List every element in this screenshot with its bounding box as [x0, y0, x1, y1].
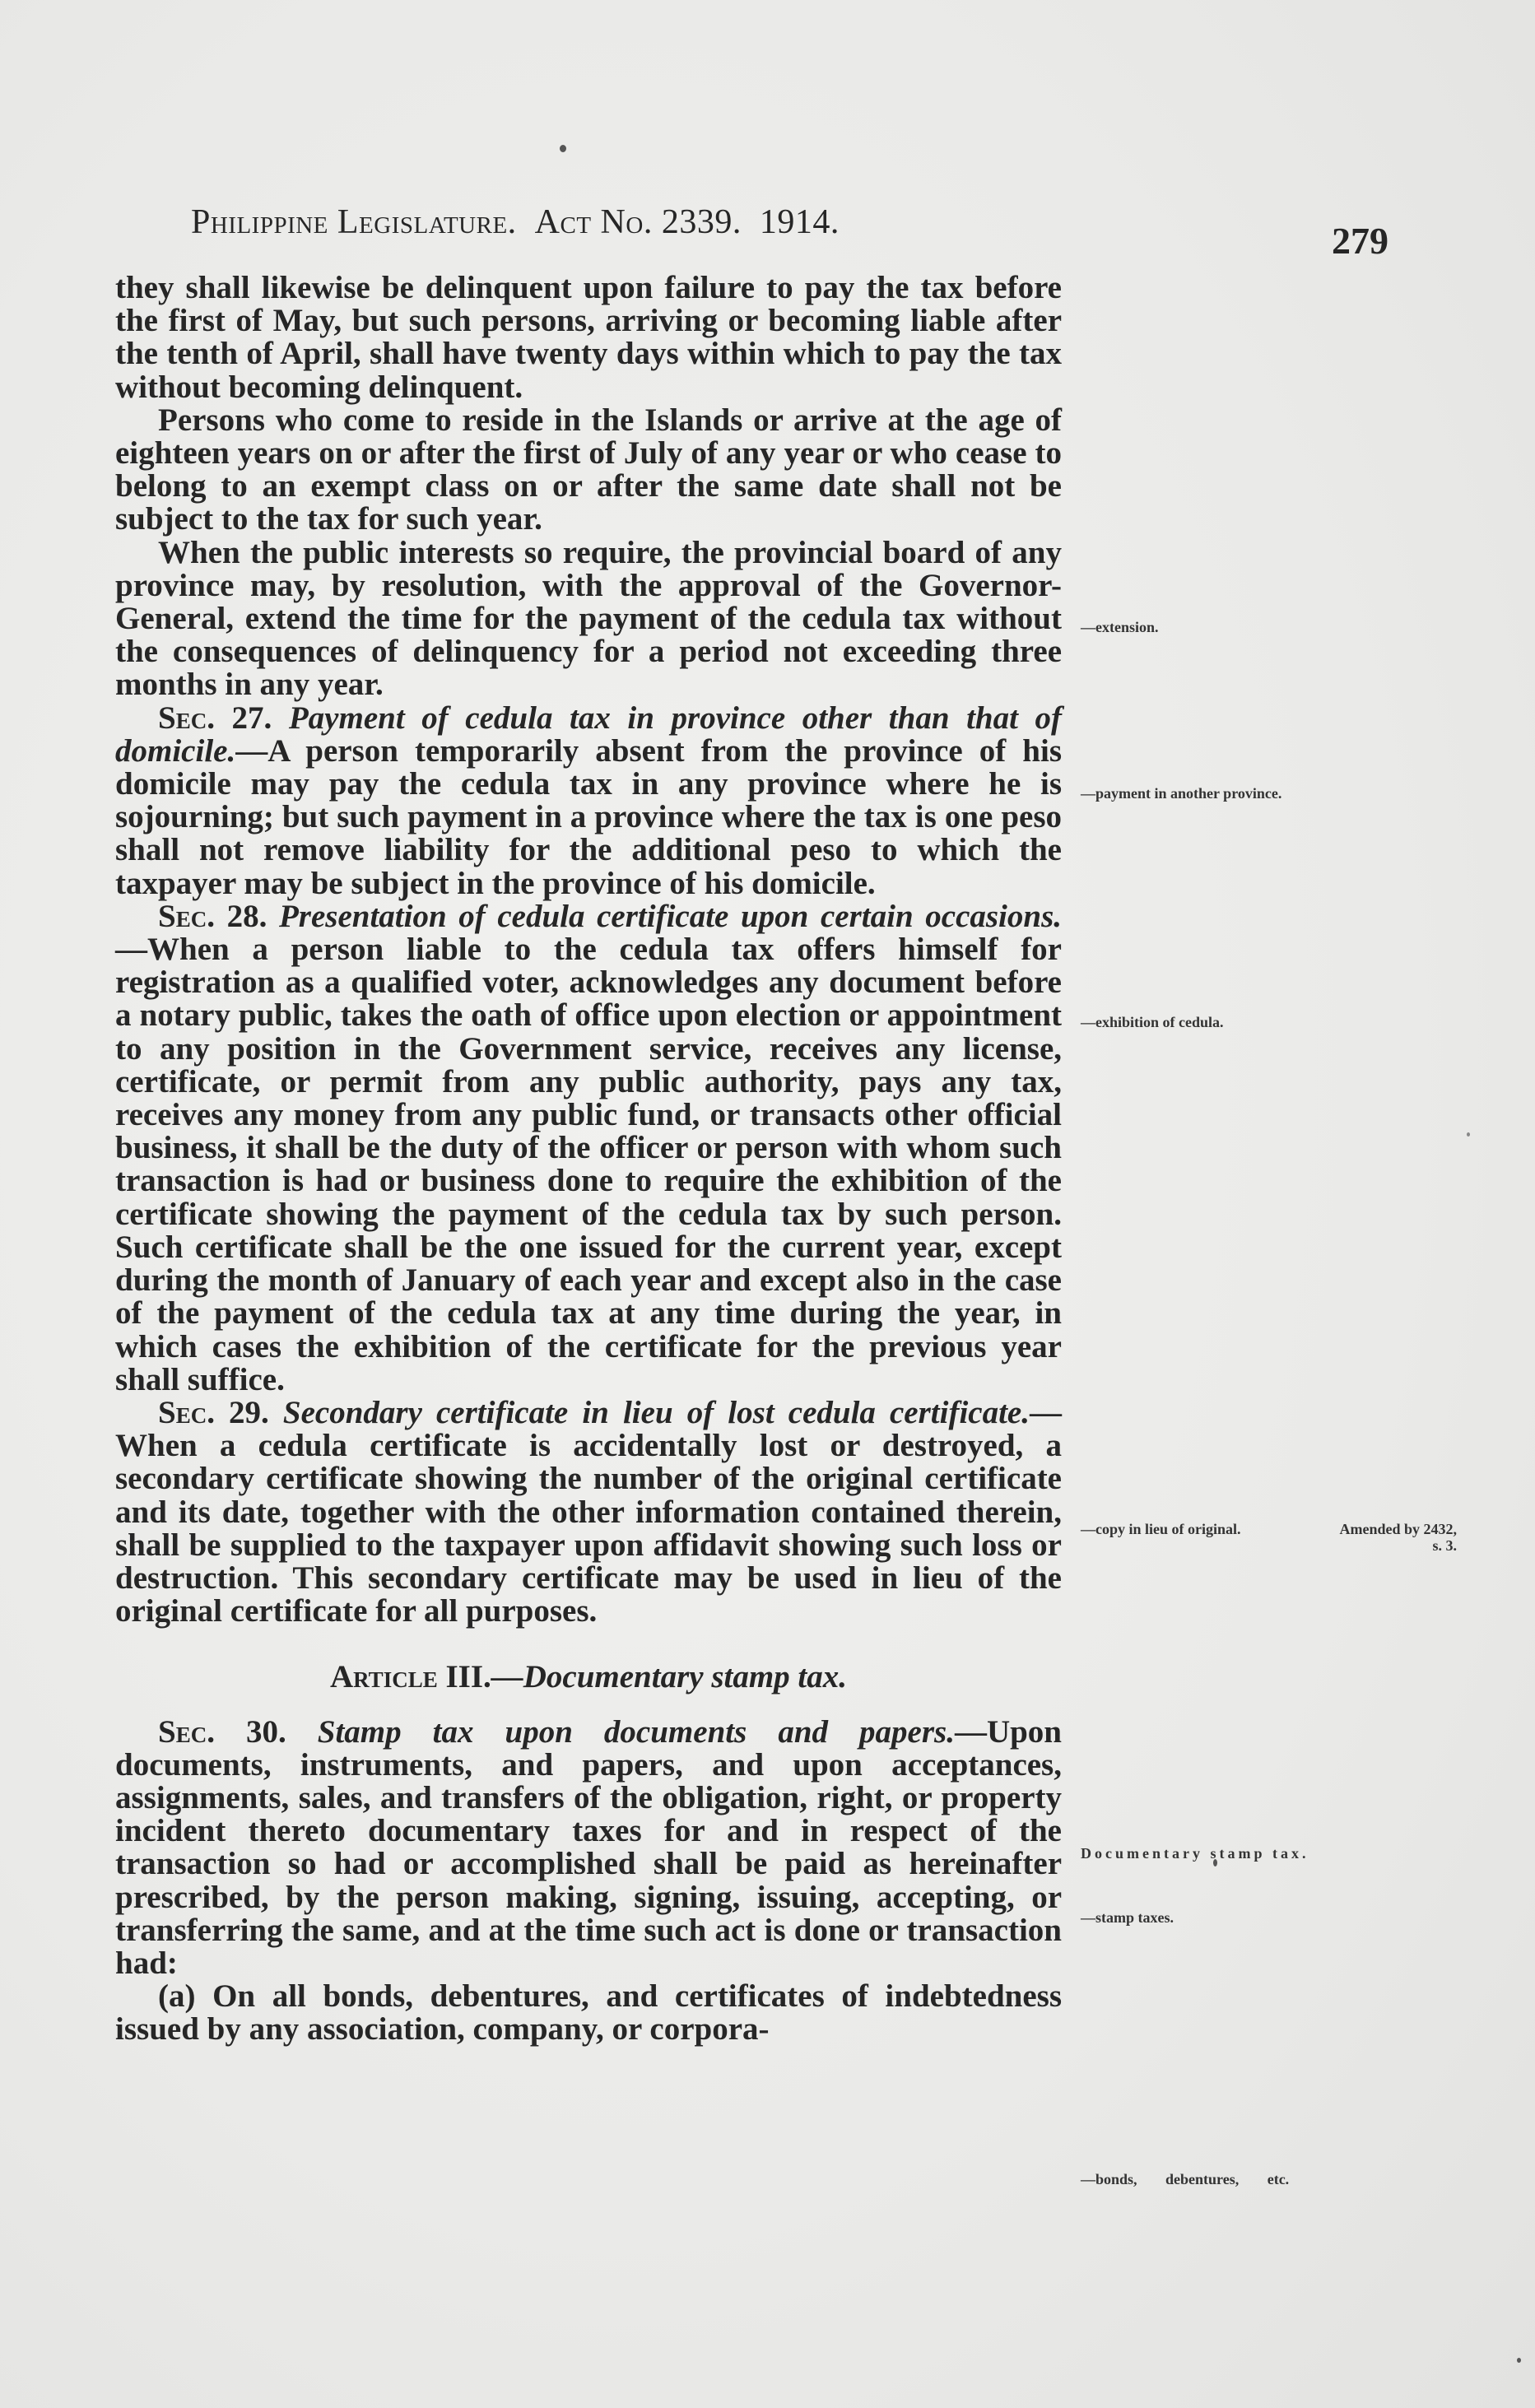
article-heading — [115, 1661, 1062, 1694]
paragraph-extension: When the public interests so require, the provincial board of any province may, by resolution, with the approval of the Governor-General, extend the time for the payment of the cedula tax without the consequences of delinquency for a period not exceeding three months in any year. — [115, 534, 1062, 703]
section-28-text: —When a person liable to the cedula tax offers himself for registration as a qualified voter, acknowledges any document before a notary public, takes the oath of office upon election or appointment to any position in the Government service, receives any license, certificate, or permit from any public authority, pays any tax, receives any money from any public fund, or transacts other official business, it shall be the duty of the officer or person with whom such transaction is had or business done to require the exhibition of the certificate showing the payment of the cedula tax by such person. Such certificate shall be the one issued for the current year, except during the month of January of each year and except also in the case of the payment of the cedula tax at any time during the year, in which cases the exhibition of the certificate for the previous year shall suffice. — [115, 932, 1062, 1397]
section-30 — [115, 1713, 1062, 1981]
scan-speck — [560, 145, 566, 152]
act-number: Act No. 2339. — [534, 203, 742, 241]
article-title: —Documentary stamp tax. — [491, 1659, 848, 1695]
section-30-title: Stamp tax upon documents and papers. — [317, 1713, 955, 1750]
section-27 — [115, 702, 1062, 900]
margin-note-stamp-taxes: —stamp taxes. — [1081, 1909, 1174, 1926]
margin-note-copy: —copy in lieu of original. — [1081, 1521, 1241, 1537]
section-30-label: Sec. 30. — [158, 1713, 286, 1750]
subsection-a-label: (a) — [158, 1978, 196, 2015]
section-30-text: —Upon documents, instruments, and papers, and upon acceptances, assignments, sales, and transfers of the obligation, right, or property incident thereto documentary taxes for and in respect of the transaction so had or accomplished shall be paid as hereinafter prescribed, by the person making, signing, issuing, accepting, or transferring the same, and at the time such act is done or transaction had: — [115, 1713, 1062, 1981]
paragraph-continued: they shall likewise be delinquent upon failure to pay the tax before the first of May, but such persons, arriving or becoming liable after the tenth of April, shall have twenty days within which to pay the tax without becoming delinquent. — [115, 270, 1062, 405]
section-27-label: Sec. 27. — [158, 700, 272, 736]
margin-note-payment-other-province: —payment in another province. — [1081, 785, 1282, 802]
running-header — [191, 202, 981, 242]
article-label: Article III. — [329, 1659, 491, 1695]
margin-note-amended: Amended by 2432, s. 3. — [1339, 1521, 1457, 1554]
paragraph-residence: Persons who come to reside in the Islands or arrive at the age of eighteen years on or after the first of July of any year or who cease to belong to an exempt class on or after the same date shall not be subject to the tax for such year. — [115, 402, 1062, 537]
subsection-a — [115, 1980, 1062, 2046]
section-28 — [115, 900, 1062, 1397]
scan-speck — [1517, 2358, 1521, 2363]
section-28-label: Sec. 28. — [158, 898, 267, 934]
section-29-title: Secondary certificate in lieu of lost cedula certificate. — [282, 1394, 1030, 1430]
section-29 — [115, 1394, 1062, 1629]
subsection-a-text: On all bonds, debentures, and certificates of indebtedness issued by any association, company, or corpora- — [115, 1978, 1062, 2048]
section-27-text: —A person temporarily absent from the province of his domicile may pay the cedula tax in any province where he is sojourning; but such payment in a province where the tax is one peso shall not remove liability for the additional peso to which the taxpayer may be subject in the province of his domicile. — [115, 732, 1062, 901]
section-29-text: —When a cedula certificate is accidentally lost or destroyed, a secondary certificate showing the number of the original certificate and its date, together with the other information contained therein, shall be supplied to the taxpayer upon affidavit showing such loss or destruction. This secondary certificate may be used in lieu of the original certificate for all purposes. — [115, 1394, 1062, 1629]
main-text-column — [115, 272, 1062, 2047]
page-number: 279 — [1332, 220, 1388, 262]
margin-note-documentary: Documentary stamp tax. — [1081, 1845, 1309, 1862]
section-29-label: Sec. 29. — [158, 1394, 269, 1430]
margin-note-bonds: —bonds, debentures, etc. — [1081, 2171, 1290, 2187]
margin-note-extension: —extension. — [1081, 619, 1159, 635]
scan-speck — [1467, 1132, 1470, 1137]
section-27-title: Payment of cedula tax in province other than that of domicile. — [115, 700, 1063, 769]
act-year: 1914. — [759, 203, 840, 241]
section-28-title: Presentation of cedula certificate upon certain occasions. — [278, 898, 1063, 934]
margin-note-exhibition: —exhibition of cedula. — [1081, 1014, 1224, 1030]
running-title: Philippine Legislature. — [191, 203, 517, 241]
